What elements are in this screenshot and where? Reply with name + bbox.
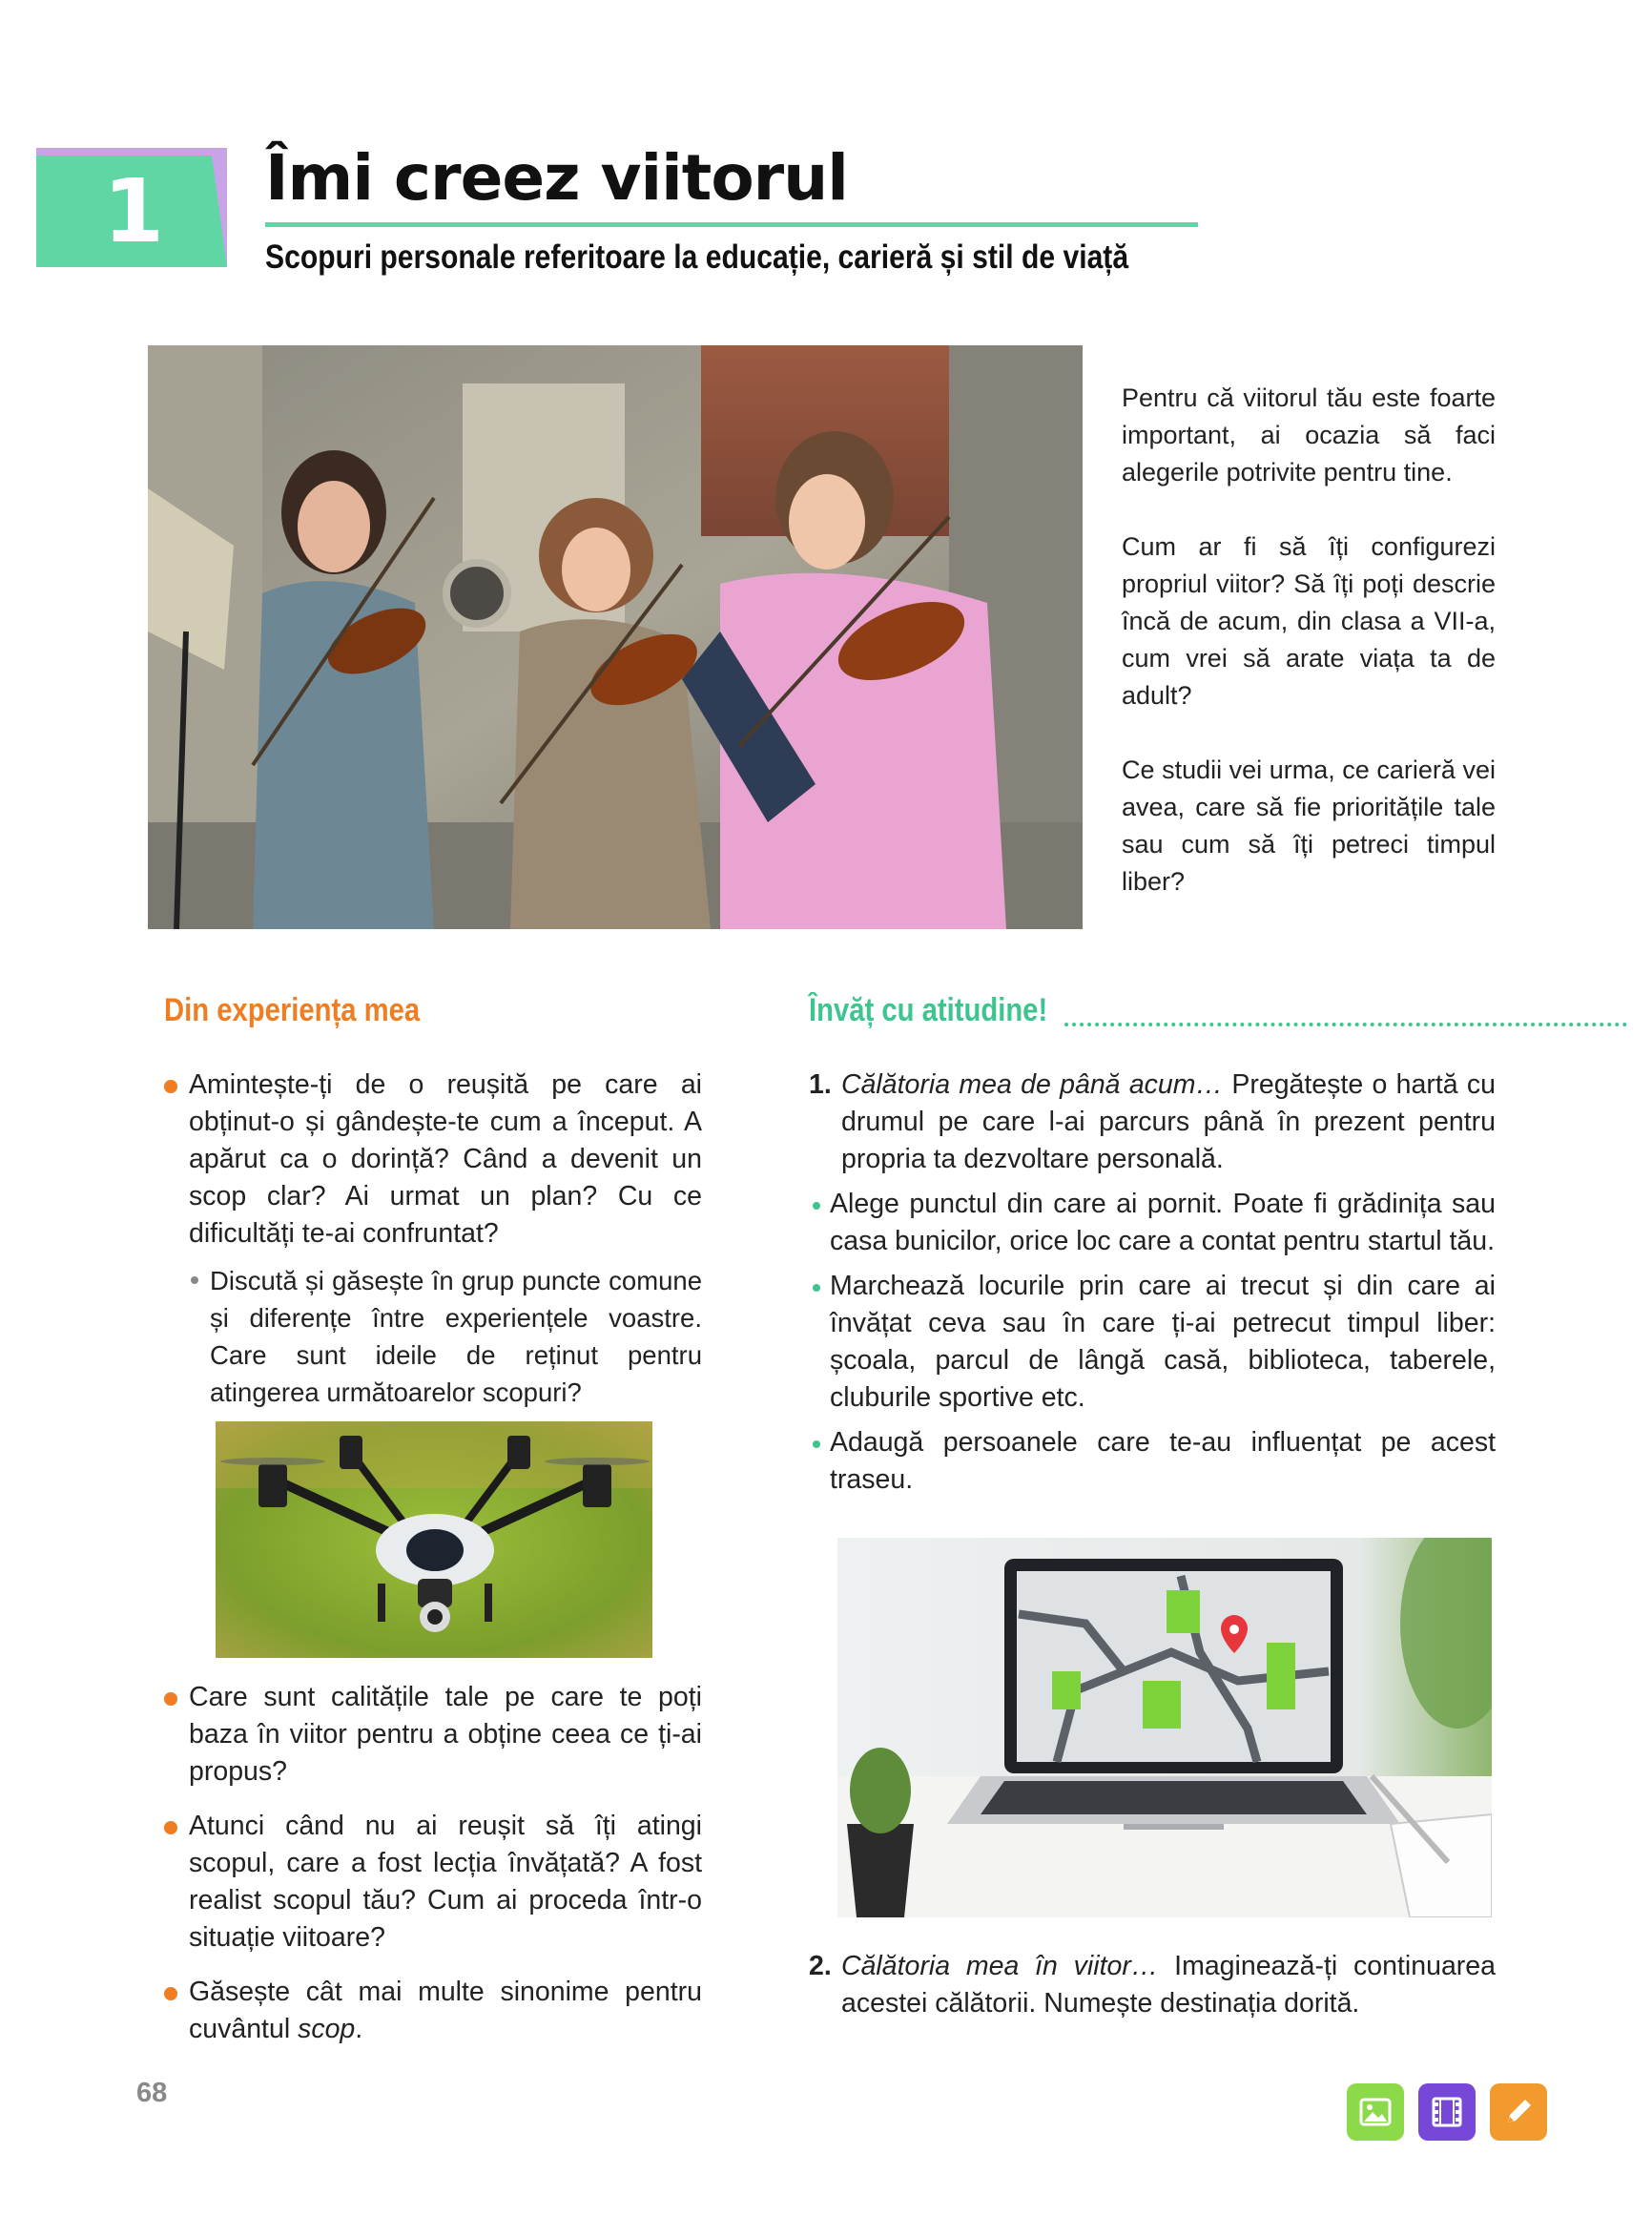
drone-photo — [216, 1421, 652, 1658]
experience-column-continued — [164, 1679, 702, 2065]
numbered-item: 2. Călătoria mea în viitor… Imaginează-ți continuarea acestei călătorii. Numește destinația dorită. — [809, 1951, 1496, 2019]
pencil-icon[interactable] — [1490, 2083, 1547, 2141]
footer-icon-bar — [1347, 2083, 1547, 2141]
image-icon[interactable] — [1347, 2083, 1404, 2141]
orange-bullet-icon — [164, 1080, 177, 1093]
lesson-number-badge — [36, 148, 227, 267]
dotted-divider — [1064, 1023, 1627, 1026]
green-bullet-icon — [813, 1202, 820, 1210]
lesson-title: Îmi creez viitorul — [265, 141, 848, 215]
numbered-item: 1. Călătoria mea de până acum… Pregătește o hartă cu drumul pe care l-ai parcurs până în prezent pentru propria ta dezvoltare personală. — [809, 1069, 1497, 1174]
list-item: Adaugă persoanele care te-au influențat pe acest traseu. — [809, 1424, 1496, 1499]
experience-column — [164, 1067, 702, 1411]
attitude-column-continued — [809, 1948, 1496, 2022]
intro-paragraph: Pentru că viitorul tău este foarte important, ai ocazia să faci alegerile potrivite pentru tine. — [1122, 383, 1496, 487]
green-bullet-icon — [813, 1440, 820, 1448]
list-item: Atunci când nu ai reușit să îți atingi scopul, care a fost lecția învățată? A fost realist scopul tău? Cum ai proceda într-o situație viitoare? — [164, 1808, 702, 1957]
laptop-map-photo — [837, 1538, 1492, 1917]
orange-bullet-icon — [164, 1987, 177, 2000]
list-item: Care sunt calitățile tale pe care te poți baza în viitor pentru a obține ceea ce ți-ai propus? — [164, 1679, 702, 1791]
intro-paragraph: Cum ar fi să îți configurezi propriul viitor? Să îți poți descrie încă de acum, din clasa a VII-a, cum vrei să arate viața ta de adult? — [1122, 532, 1496, 710]
section-heading-attitude: Învăț cu atitudine! — [809, 992, 1048, 1028]
list-item: Amintește-ți de o reușită pe care ai obținut-o și gândește-te cum a început. A apărut ca o dorință? Când a devenit un scop clar? Ai urmat un plan? Cu ce dificultăți te-ai confruntat? — [164, 1067, 702, 1253]
section-heading-experience: Din experiența mea — [164, 992, 421, 1028]
list-item: Alege punctul din care ai pornit. Poate fi grădinița sau casa bunicilor, orice loc care a contat pentru startul tău. — [809, 1186, 1496, 1260]
intro-paragraph: Ce studii vei urma, ce carieră vei avea, care să fie prioritățile tale sau cum să îți petreci timpul liber? — [1122, 756, 1496, 896]
orange-bullet-icon — [164, 1821, 177, 1834]
page-number: 68 — [136, 2078, 168, 2108]
attitude-column — [809, 1067, 1496, 1499]
lesson-subtitle: Scopuri personale referitoare la educație, carieră și stil de viață — [265, 238, 1129, 276]
orange-bullet-icon — [164, 1692, 177, 1706]
violinists-photo — [148, 345, 1083, 929]
list-item: Marchează locurile prin care ai trecut și din care ai învățat ceva sau în care ți-ai petrecut timpul liber: școala, parcul de lângă casă, biblioteca, taberele, cluburile sportive etc. — [809, 1268, 1496, 1417]
title-underline — [265, 222, 1198, 227]
film-icon[interactable] — [1418, 2083, 1476, 2141]
green-bullet-icon — [813, 1284, 820, 1292]
lesson-number: 1 — [103, 160, 165, 262]
intro-text — [1122, 380, 1496, 938]
list-item: Găsește cât mai multe sinonime pentru cuvântul scop. — [164, 1974, 702, 2048]
sub-list-item: Discută și găsește în grup puncte comune și diferențe între experiențele voastre. Care sunt ideile de reținut pentru atingerea următoarelor scopuri? — [164, 1262, 702, 1411]
gray-bullet-icon — [191, 1276, 198, 1284]
